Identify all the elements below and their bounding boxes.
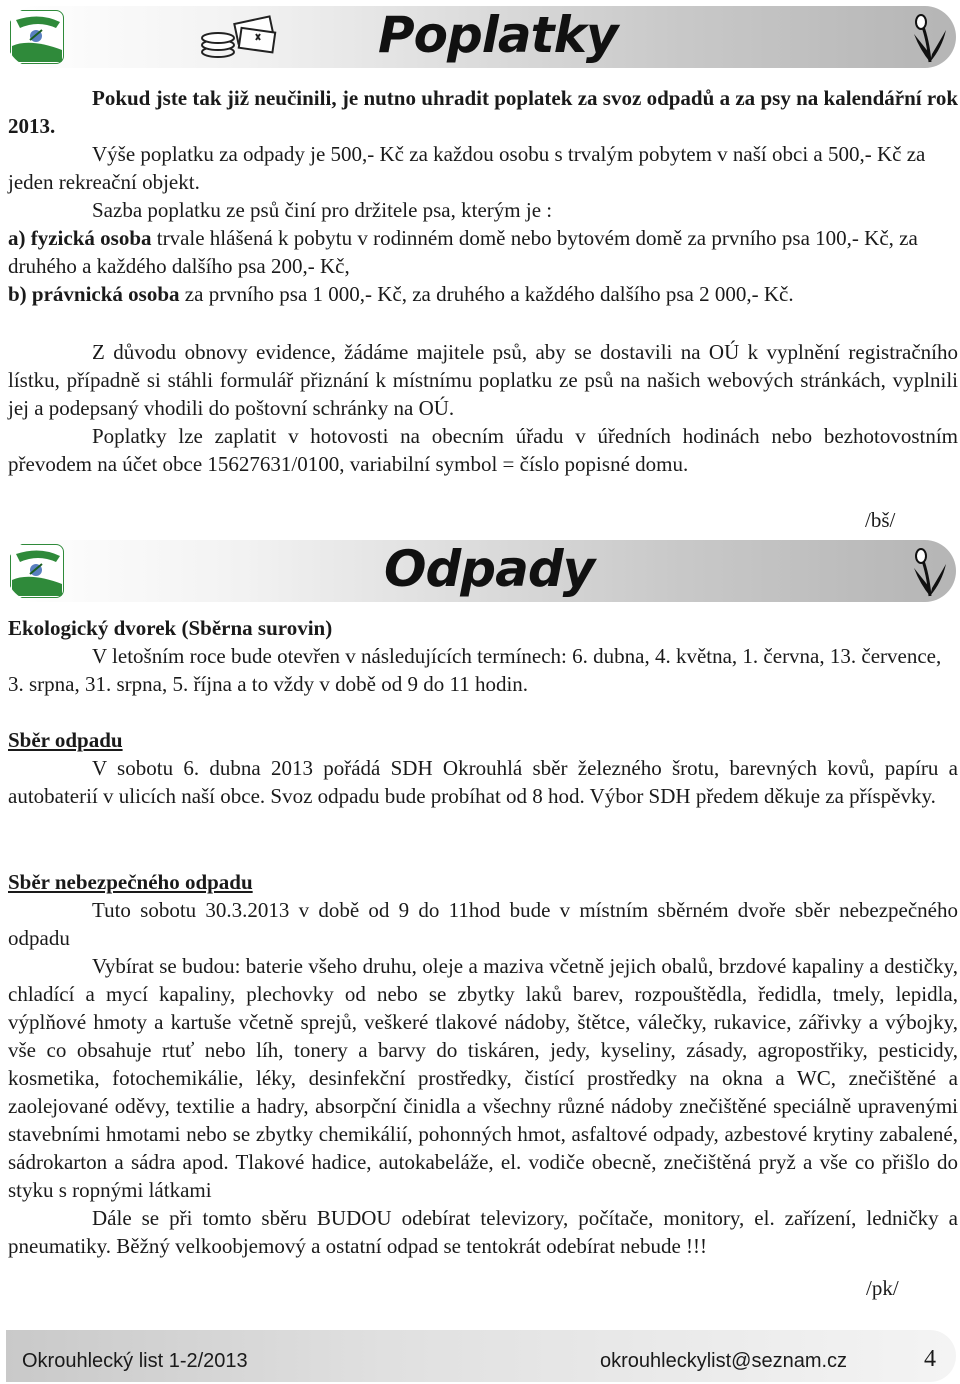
sber-odpadu-heading: Sběr odpadu [8,728,123,752]
village-logo [10,544,64,598]
nebezpecny-odpad-section [8,868,958,1260]
dog-fee-intro: Sazba poplatku ze psů činí pro držitele psa, kterým je : [92,198,553,222]
eko-dvorek-section [8,614,958,698]
eko-dvorek-heading: Ekologický dvorek (Sběrna surovin) [8,616,333,640]
signature-pk: /pk/ [866,1276,899,1300]
odpady-title: Odpady [384,540,595,598]
legal-person-fee: b) právnická osoba za prvního psa 1 000,- Kč, za druhého a každého dalšího psa 2 000,- Kč. [8,282,794,306]
sber-odpadu-section [8,726,958,810]
nebezpecny-odpad-heading: Sběr nebezpečného odpadu [8,870,253,894]
money-coins-icon [198,12,278,62]
evidence-content [8,338,958,478]
nebezpecny-odpad-text3: Dále se při tomto sběru BUDOU odebírat televizory, počítače, monitory, el. zařízení, ledničky a pneumatiky. Běžný velkoobjemový a ostatní odpad se tentokrát odebírat nebude !!! [8,1206,958,1258]
fee-reminder: Pokud jste tak již neučinili, je nutno uhradit poplatek za svoz odpadů a za psy na kalendářní rok 2013. [8,86,958,138]
village-logo [10,10,64,64]
eko-dvorek-text: V letošním roce bude otevřen v následujících termínech: 6. dubna, 4. května, 1. června, 13. července, 3. srpna, 31. srpna, 5. října a to vždy v době od 9 do 11 hodin. [8,644,942,696]
natural-person-fee: a) fyzická osoba trvale hlášená k pobytu v rodinném domě nebo bytovém domě za prvního psa 100,- Kč, za druhého a každého dalšího psa 200,- Kč, [8,226,918,278]
poplatky-title: Poplatky [378,6,618,64]
nebezpecny-odpad-list: Vybírat se budou: baterie všeho druhu, oleje a maziva včetně jejich obalů, brzdové kapaliny a destičky, chladící a mycí kapaliny, plechovky od nebo se zbytky laků barev, rozpouštědla, ředidla, tmely, lepidla, výplňové hmoty a kartuše včetně sprejů, veškeré tlakové nádoby, štětce, válečky, rukavice, zářivky a výbojky, vše co obsahuje rtuť nebo líh, tonery a barvy do tiskáren, jedy, kyseliny, zásady, agropostřiky, pesticidy, kosmetika, fotochemikálie, léky, desinfekční prostředky, čistící prostředky na okna a WC, znečištěné a zaolejované oděvy, textilie a hadry, absorpční činidla a všechny různé nádoby znečištěné speciálně upravenými stavebními hmotami nebo se zbytky chemikálií, pohonných hmot, asfaltové odpady, azbestové krytiny zabalené, sádrokarton a sádra apod. Tlakové hadice, autokabeláže, el. vodiče obecně, znečištěná pryž a vše co přišlo do styku s ropnými látkami [8,954,958,1202]
page-number: 4 [924,1346,936,1372]
evidence-text: Z důvodu obnovy evidence, žádáme majitele psů, aby se dostavili na OÚ k vyplnění registračního lístku, případně si stáhli formulář přiznání k místnímu poplatku ze psů na našich webových stránkách, vyplnili jej a podepsaný vhodili do poštovní schránky na OÚ. [8,340,958,420]
page-footer [6,1330,956,1382]
signature-bs: /bš/ [865,508,896,532]
nebezpecny-odpad-text1: Tuto sobotu 30.3.2013 v době od 9 do 11hod bude v místním sběrném dvoře sběr nebezpečného odpadu [8,898,958,950]
odpady-banner [6,540,956,602]
waste-fee-text: Výše poplatku za odpady je 500,- Kč za každou osobu s trvalým pobytem v naší obci a 500,- Kč za jeden rekreační objekt. [8,142,926,194]
payment-text: Poplatky lze zaplatit v hotovosti na obecním úřadu v úředních hodinách nebo bezhotovostním převodem na účet obce 15627631/0100, variabilní symbol = číslo popisné domu. [8,424,958,476]
snowdrop-icon [910,10,950,64]
snowdrop-icon [910,544,950,598]
sber-odpadu-text: V sobotu 6. dubna 2013 pořádá SDH Okrouhlá sběr železného šrotu, barevných kovů, papíru a autobaterií v ulicích naší obce. Svoz odpadu bude probíhat od 8 hod. Výbor SDH předem děkuje za příspěvky. [8,756,958,808]
footer-issue: Okrouhlecký list 1-2/2013 [22,1350,248,1372]
poplatky-content [8,84,958,308]
footer-email[interactable]: okrouhleckylist@seznam.cz [600,1350,848,1372]
poplatky-banner [6,6,956,68]
